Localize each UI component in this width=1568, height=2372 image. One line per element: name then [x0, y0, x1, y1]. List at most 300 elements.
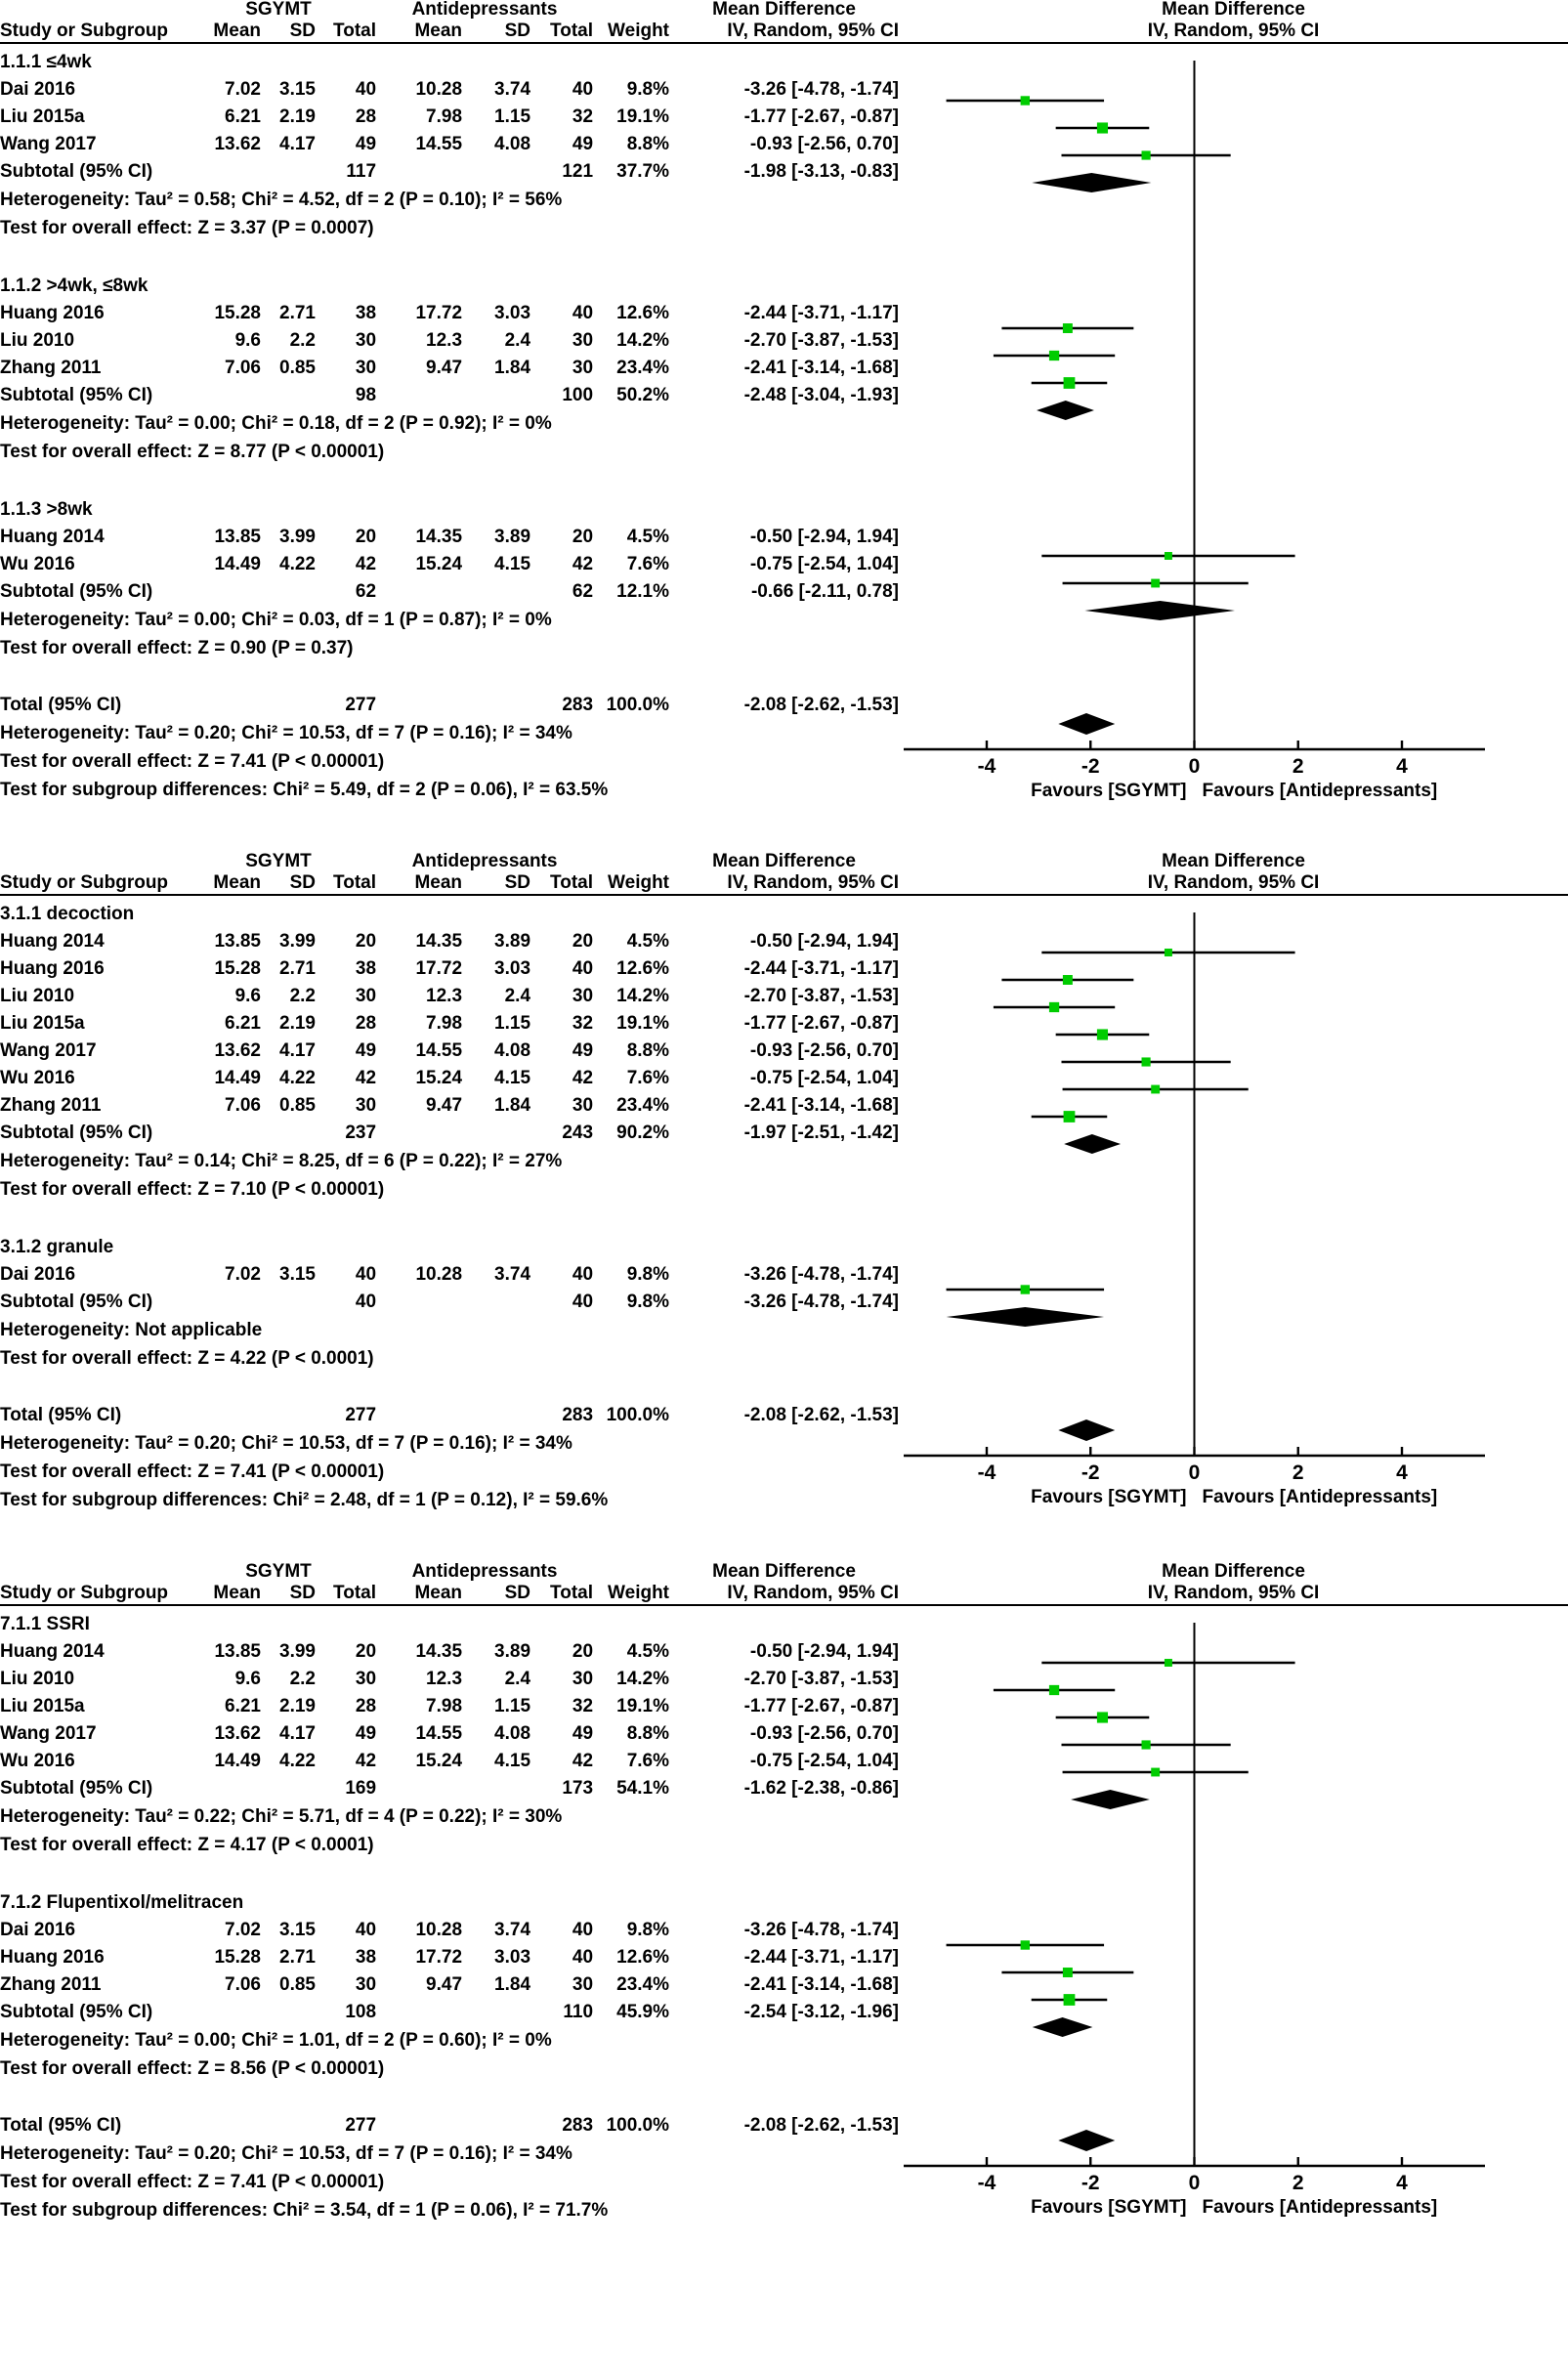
subgroup-header-row [0, 1228, 1568, 1256]
study-label: Zhang 2011 [0, 358, 102, 378]
total-2: 30 [572, 1095, 594, 1116]
effect-estimate: -2.41 [-3.14, -1.68] [743, 1974, 900, 1995]
mean-1: 13.85 [214, 1641, 261, 1662]
sd-1 [261, 1770, 316, 1798]
mean-2: 12.3 [426, 330, 463, 351]
weight: 4.5% [626, 527, 670, 547]
favours-left-label: Favours [SGYMT] [1031, 1487, 1187, 1507]
plot-cell [899, 1826, 1568, 1854]
statistics-text: Heterogeneity: Not applicable [0, 1320, 263, 1340]
mean-1: 7.02 [225, 1264, 261, 1285]
total-1: 62 [355, 581, 377, 602]
sd-1: 2.2 [289, 330, 316, 351]
column-header-weight: Weight [593, 1584, 669, 1605]
total-1: 20 [355, 527, 377, 547]
table-group-header-row [0, 0, 1568, 21]
statistics-row [0, 2163, 1568, 2191]
spacer-row [0, 1368, 1568, 1397]
plot-cell [899, 1397, 1568, 1424]
effect-estimate: -3.26 [-4.78, -1.74] [743, 1292, 900, 1312]
statistics-text: Test for overall effect: Z = 7.41 (P < 0.00001) [0, 2172, 385, 2192]
total-1: 49 [355, 1040, 377, 1061]
weight: 19.1% [616, 1696, 670, 1716]
column-header-sd-1: SD [261, 1584, 316, 1605]
panel-separator [0, 1525, 1568, 1562]
mean-2: 17.72 [415, 1947, 463, 1968]
sd-2: 2.4 [504, 330, 531, 351]
plot-cell [899, 601, 1568, 629]
column-header-mean-2: Mean [376, 873, 462, 895]
total-1: 30 [355, 986, 377, 1006]
effect-estimate: -1.98 [-3.13, -0.83] [743, 161, 900, 182]
statistics-row [0, 629, 1568, 657]
table-row [0, 350, 1568, 377]
weight: 9.8% [626, 1292, 670, 1312]
plot-header-mean-difference: Mean Difference [1162, 851, 1305, 871]
sd-2: 2.4 [504, 1669, 531, 1689]
plot-cell [899, 43, 1568, 71]
mean-2: 17.72 [415, 303, 463, 323]
total-2: 49 [572, 1723, 594, 1744]
mean-1 [181, 1115, 261, 1142]
total-2: 42 [572, 554, 594, 574]
sd-2: 4.08 [494, 1040, 531, 1061]
total-2: 30 [572, 1669, 594, 1689]
sd-2: 4.15 [494, 554, 531, 574]
weight: 12.6% [616, 1947, 670, 1968]
x-axis-tick-label: -2 [1081, 1461, 1100, 1484]
table-row [0, 951, 1568, 978]
plot-cell [899, 1715, 1568, 1743]
statistics-row [0, 404, 1568, 433]
study-label: Wu 2016 [0, 1751, 75, 1771]
total-2: 30 [572, 358, 594, 378]
total-2: 20 [572, 1641, 594, 1662]
spacer-cell [593, 1562, 669, 1584]
total-1: 277 [345, 2115, 377, 2136]
plot-cell [899, 714, 1568, 742]
total-1: 42 [355, 554, 377, 574]
column-header-study: Study or Subgroup [0, 1584, 181, 1605]
column-header-weight: Weight [593, 873, 669, 895]
column-header-study: Study or Subgroup [0, 873, 181, 895]
mean-2: 12.3 [426, 1669, 463, 1689]
total-2: 20 [572, 527, 594, 547]
plot-cell [899, 1005, 1568, 1033]
sd-1 [261, 1994, 316, 2021]
plot-cell [899, 1912, 1568, 1939]
mean-2 [376, 1994, 462, 2021]
table-row [0, 1060, 1568, 1087]
column-header-study: Study or Subgroup [0, 21, 181, 43]
statistics-text: Test for overall effect: Z = 7.41 (P < 0.00001) [0, 1461, 385, 1482]
column-header-sd-1: SD [261, 21, 316, 43]
total-2: 49 [572, 134, 594, 154]
x-axis-tick-label: -4 [977, 1461, 996, 1484]
mean-1: 6.21 [225, 1013, 261, 1034]
mean-2: 14.35 [415, 527, 463, 547]
spacer-cell [593, 852, 669, 873]
sd-2: 1.15 [494, 1013, 531, 1034]
statistics-row [0, 2050, 1568, 2078]
column-header-total-1: Total [316, 1584, 376, 1605]
statistics-row [0, 601, 1568, 629]
subgroup-header-row [0, 1884, 1568, 1912]
x-axis-tick-label: 0 [1188, 1461, 1201, 1484]
sd-1: 3.15 [279, 79, 316, 100]
spacer-row [0, 461, 1568, 490]
total-2: 42 [572, 1751, 594, 1771]
sd-2 [462, 153, 530, 181]
mean-2: 10.28 [415, 1920, 463, 1940]
statistics-row [0, 433, 1568, 461]
total-1: 277 [345, 695, 377, 715]
axis-spacer-row [0, 799, 1568, 815]
total-2: 32 [572, 106, 594, 127]
spacer-cell [0, 1562, 181, 1584]
total-2: 283 [562, 2115, 594, 2136]
mean-1: 15.28 [214, 1947, 261, 1968]
total-1: 40 [355, 1292, 377, 1312]
sd-2: 4.15 [494, 1068, 531, 1088]
total-row [0, 2107, 1568, 2135]
mean-2: 10.28 [415, 1264, 463, 1285]
sd-1: 0.85 [279, 1095, 316, 1116]
subgroup-header-row [0, 267, 1568, 295]
plot-cell [899, 895, 1568, 923]
table-row [0, 1743, 1568, 1770]
mean-1: 14.49 [214, 1751, 261, 1771]
subgroup-label: 1.1.1 ≤4wk [0, 52, 92, 72]
weight: 9.8% [626, 1920, 670, 1940]
total-1: 108 [345, 2002, 377, 2022]
statistics-text: Test for overall effect: Z = 7.41 (P < 0.00001) [0, 751, 385, 772]
sd-1: 3.15 [279, 1264, 316, 1285]
sd-1: 3.99 [279, 527, 316, 547]
mean-1: 9.6 [234, 986, 261, 1006]
mean-1: 13.62 [214, 134, 261, 154]
sd-1: 4.22 [279, 554, 316, 574]
sd-2 [462, 1115, 530, 1142]
weight: 19.1% [616, 106, 670, 127]
plot-cell [899, 519, 1568, 546]
sd-2 [462, 377, 530, 404]
study-label: Subtotal (95% CI) [0, 1778, 153, 1799]
sd-1: 2.19 [279, 1696, 316, 1716]
mean-2: 7.98 [426, 106, 463, 127]
mean-2: 15.24 [415, 1751, 463, 1771]
total-1: 30 [355, 330, 377, 351]
statistics-text: Test for overall effect: Z = 8.77 (P < 0.00001) [0, 442, 385, 462]
table-row [0, 519, 1568, 546]
total-1: 38 [355, 958, 377, 979]
group-header-sgymt: SGYMT [245, 1561, 312, 1582]
mean-1: 14.49 [214, 554, 261, 574]
sd-2 [462, 1770, 530, 1798]
plot-cell [899, 153, 1568, 181]
table-row [0, 1912, 1568, 1939]
effect-estimate: -0.93 [-2.56, 0.70] [749, 1040, 900, 1061]
plot-cell [899, 771, 1568, 799]
study-label: Liu 2015a [0, 1013, 85, 1034]
x-axis-tick-label: -2 [1081, 2172, 1100, 2194]
statistics-text: Test for overall effect: Z = 7.10 (P < 0.00001) [0, 1179, 385, 1200]
table-row [0, 1688, 1568, 1715]
total-1: 30 [355, 1095, 377, 1116]
effect-estimate: -2.41 [-3.14, -1.68] [743, 1095, 900, 1116]
x-axis-tick-label: -4 [977, 755, 996, 778]
weight: 19.1% [616, 1013, 670, 1034]
subtotal-row [0, 1284, 1568, 1311]
sd-2: 1.15 [494, 1696, 531, 1716]
plot-cell [899, 2135, 1568, 2163]
statistics-row [0, 2191, 1568, 2220]
plot-cell [899, 126, 1568, 153]
column-header-weight: Weight [593, 21, 669, 43]
sd-2: 2.4 [504, 986, 531, 1006]
statistics-row [0, 1311, 1568, 1339]
x-axis-tick-label: 4 [1396, 2172, 1408, 2194]
axis-spacer-row [0, 1509, 1568, 1525]
effect-estimate: -2.70 [-3.87, -1.53] [743, 330, 900, 351]
statistics-text: Test for subgroup differences: Chi² = 5.49, df = 2 (P = 0.06), I² = 63.5% [0, 780, 609, 800]
mean-1: 6.21 [225, 106, 261, 127]
total-2: 49 [572, 1040, 594, 1061]
column-header-effect-plot: IV, Random, 95% CI [899, 21, 1568, 43]
plot-header-mean-difference: Mean Difference [1162, 0, 1305, 20]
table-column-header-row [0, 21, 1568, 43]
study-label: Liu 2015a [0, 106, 85, 127]
study-label: Huang 2016 [0, 1947, 105, 1968]
effect-estimate: -2.08 [-2.62, -1.53] [743, 2115, 900, 2136]
table-column-header-row [0, 1584, 1568, 1605]
spacer-cell [593, 0, 669, 21]
total-2: 32 [572, 1013, 594, 1034]
plot-cell [899, 1424, 1568, 1453]
mean-1: 13.85 [214, 527, 261, 547]
plot-cell [899, 71, 1568, 99]
table-row [0, 1661, 1568, 1688]
weight: 54.1% [616, 1778, 670, 1799]
statistics-row [0, 742, 1568, 771]
table-row [0, 1256, 1568, 1284]
mean-2 [376, 573, 462, 601]
weight: 90.2% [616, 1122, 670, 1143]
total-2: 283 [562, 695, 594, 715]
effect-estimate: -2.54 [-3.12, -1.96] [743, 2002, 900, 2022]
group-header-antidepressants: Antidepressants [411, 0, 558, 20]
total-1: 20 [355, 1641, 377, 1662]
sd-2 [462, 1994, 530, 2021]
sd-1: 3.99 [279, 1641, 316, 1662]
subgroup-label: 7.1.1 SSRI [0, 1614, 90, 1634]
sd-2: 1.84 [494, 1095, 531, 1116]
sd-2: 3.89 [494, 1641, 531, 1662]
plot-cell [899, 2107, 1568, 2135]
group-header-sgymt: SGYMT [245, 851, 312, 871]
effect-estimate: -0.75 [-2.54, 1.04] [749, 1068, 900, 1088]
favours-left-label: Favours [SGYMT] [1031, 2197, 1187, 2218]
effect-estimate: -0.93 [-2.56, 0.70] [749, 1723, 900, 1744]
total-1: 277 [345, 1405, 377, 1425]
weight: 37.7% [616, 161, 670, 182]
effect-estimate: -2.44 [-3.71, -1.17] [743, 303, 900, 323]
weight: 14.2% [616, 330, 670, 351]
plot-cell [899, 209, 1568, 237]
total-2: 110 [563, 2002, 594, 2022]
total-1: 42 [355, 1068, 377, 1088]
forest-table [0, 1562, 1568, 2235]
spacer-row [0, 1199, 1568, 1228]
sd-1 [261, 2107, 316, 2135]
column-header-mean-1: Mean [181, 873, 261, 895]
effect-estimate: -1.77 [-2.67, -0.87] [743, 1696, 900, 1716]
mean-2: 14.55 [415, 1723, 463, 1744]
effect-estimate: -2.41 [-3.14, -1.68] [743, 358, 900, 378]
total-1: 98 [355, 385, 377, 405]
sd-2 [462, 687, 530, 714]
mean-1 [181, 2107, 261, 2135]
sd-2: 3.74 [494, 1920, 531, 1940]
mean-1 [181, 153, 261, 181]
weight: 7.6% [626, 554, 670, 574]
total-2: 283 [562, 1405, 594, 1425]
statistics-row [0, 2021, 1568, 2050]
plot-cell [899, 2191, 1568, 2220]
sd-1: 2.2 [289, 986, 316, 1006]
weight: 100.0% [606, 2115, 670, 2136]
column-header-sd-2: SD [462, 873, 530, 895]
weight: 100.0% [606, 695, 670, 715]
table-row [0, 126, 1568, 153]
column-header-effect: IV, Random, 95% CI [669, 873, 899, 895]
sd-2: 3.03 [494, 958, 531, 979]
sd-2: 3.74 [494, 79, 531, 100]
sd-2 [462, 573, 530, 601]
total-2: 40 [572, 1264, 594, 1285]
mean-2 [376, 2107, 462, 2135]
study-label: Wu 2016 [0, 1068, 75, 1088]
mean-1 [181, 377, 261, 404]
total-1: 49 [355, 134, 377, 154]
plot-cell [899, 1311, 1568, 1339]
total-2: 173 [562, 1778, 594, 1799]
plot-cell [899, 1228, 1568, 1256]
table-row [0, 322, 1568, 350]
subtotal-row [0, 1770, 1568, 1798]
total-row [0, 687, 1568, 714]
x-axis-tick-label: 2 [1292, 2172, 1304, 2194]
total-1: 28 [355, 1696, 377, 1716]
statistics-text: Heterogeneity: Tau² = 0.00; Chi² = 1.01, df = 2 (P = 0.60); I² = 0% [0, 2030, 552, 2051]
table-row [0, 1967, 1568, 1994]
spacer-cell [0, 852, 181, 873]
total-1: 38 [355, 303, 377, 323]
statistics-text: Heterogeneity: Tau² = 0.22; Chi² = 5.71, df = 4 (P = 0.22); I² = 30% [0, 1806, 563, 1827]
sd-1: 4.22 [279, 1068, 316, 1088]
weight: 4.5% [626, 1641, 670, 1662]
total-2: 40 [572, 1920, 594, 1940]
total-2: 30 [572, 986, 594, 1006]
study-label: Wang 2017 [0, 134, 97, 154]
effect-estimate: -2.44 [-3.71, -1.17] [743, 1947, 900, 1968]
effect-estimate: -2.08 [-2.62, -1.53] [743, 1405, 900, 1425]
total-1: 42 [355, 1751, 377, 1771]
column-header-total-2: Total [530, 1584, 593, 1605]
mean-2 [376, 1284, 462, 1311]
mean-2 [376, 1115, 462, 1142]
favours-left-label: Favours [SGYMT] [1031, 781, 1187, 801]
statistics-text: Heterogeneity: Tau² = 0.20; Chi² = 10.53, df = 7 (P = 0.16); I² = 34% [0, 2143, 572, 2164]
subgroup-header-row [0, 895, 1568, 923]
mean-2: 9.47 [426, 1095, 463, 1116]
sd-1: 4.17 [279, 1723, 316, 1744]
plot-cell [899, 1661, 1568, 1688]
table-group-header-row [0, 1562, 1568, 1584]
plot-cell [899, 687, 1568, 714]
plot-cell [899, 1256, 1568, 1284]
plot-cell [899, 490, 1568, 519]
column-header-total-1: Total [316, 873, 376, 895]
plot-cell [899, 1339, 1568, 1368]
column-header-sd-2: SD [462, 21, 530, 43]
forest-table [0, 852, 1568, 1525]
sd-1 [261, 687, 316, 714]
plot-cell [899, 350, 1568, 377]
mean-2: 14.35 [415, 931, 463, 952]
total-2: 62 [572, 581, 594, 602]
group-header-mean-difference: Mean Difference [712, 1561, 856, 1582]
mean-2: 17.72 [415, 958, 463, 979]
sd-1: 3.99 [279, 931, 316, 952]
study-label: Subtotal (95% CI) [0, 1122, 153, 1143]
mean-2 [376, 153, 462, 181]
sd-2 [462, 1397, 530, 1424]
statistics-text: Test for overall effect: Z = 4.17 (P < 0.0001) [0, 1835, 374, 1855]
effect-estimate: -0.50 [-2.94, 1.94] [749, 527, 900, 547]
plot-cell [899, 1605, 1568, 1633]
mean-1: 7.02 [225, 79, 261, 100]
subtotal-row [0, 377, 1568, 404]
sd-1: 0.85 [279, 358, 316, 378]
table-row [0, 1939, 1568, 1967]
weight: 23.4% [616, 358, 670, 378]
total-2: 32 [572, 1696, 594, 1716]
total-row [0, 1397, 1568, 1424]
total-2: 121 [562, 161, 594, 182]
subtotal-row [0, 153, 1568, 181]
statistics-row [0, 1339, 1568, 1368]
study-label: Subtotal (95% CI) [0, 1292, 153, 1312]
spacer-row [0, 657, 1568, 687]
effect-estimate: -2.08 [-2.62, -1.53] [743, 695, 900, 715]
total-2: 20 [572, 931, 594, 952]
effect-estimate: -0.50 [-2.94, 1.94] [749, 1641, 900, 1662]
sd-1: 2.71 [279, 303, 316, 323]
total-1: 49 [355, 1723, 377, 1744]
table-row [0, 1005, 1568, 1033]
mean-2: 7.98 [426, 1696, 463, 1716]
sd-1: 2.71 [279, 958, 316, 979]
plot-cell [899, 978, 1568, 1005]
panel-separator [0, 815, 1568, 852]
statistics-text: Test for overall effect: Z = 0.90 (P = 0.37) [0, 638, 354, 658]
sd-2 [462, 1284, 530, 1311]
sd-1: 3.15 [279, 1920, 316, 1940]
plot-cell [899, 1087, 1568, 1115]
plot-cell [899, 1060, 1568, 1087]
mean-2 [376, 377, 462, 404]
